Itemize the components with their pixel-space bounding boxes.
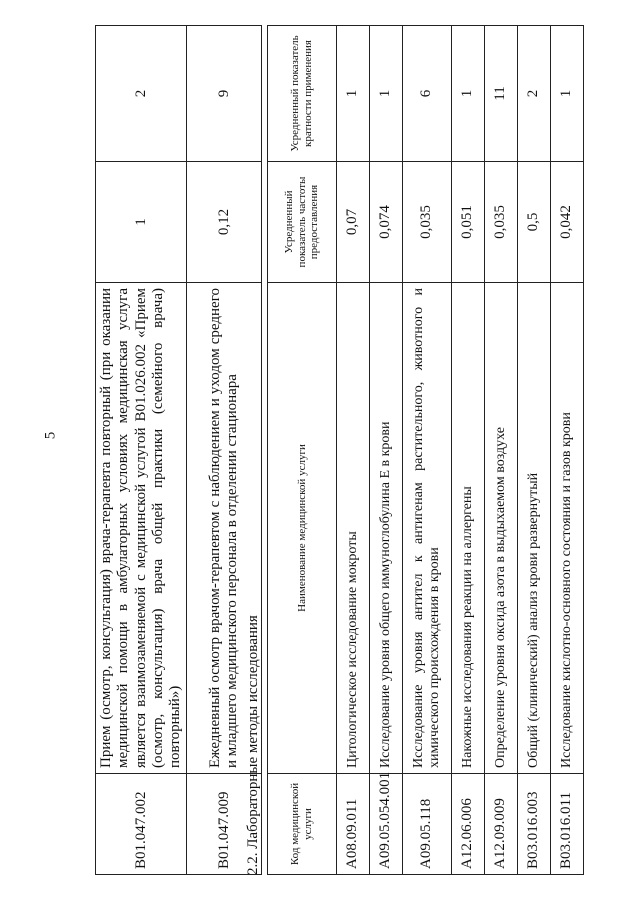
frequency-value: 0,074	[370, 162, 403, 283]
table-row	[518, 26, 551, 875]
service-code: A12.06.006	[452, 774, 485, 875]
multiplicity-value: 2	[96, 26, 187, 162]
service-name: Накожные исследования реакции на аллергены	[452, 283, 485, 774]
table-row	[485, 26, 518, 875]
multiplicity-value: 1	[337, 26, 370, 162]
multiplicity-value: 11	[485, 26, 518, 162]
document-frame	[95, 25, 575, 875]
multiplicity-value: 9	[187, 26, 262, 162]
page-number: 5	[42, 431, 59, 439]
frequency-value: 0,042	[551, 162, 584, 283]
service-name: Определение уровня оксида азота в выдыхаемом воздухе	[485, 283, 518, 774]
table-row	[551, 26, 584, 875]
multiplicity-value: 6	[403, 26, 452, 162]
table-header-row	[268, 26, 337, 875]
frequency-value: 0,07	[337, 162, 370, 283]
service-code: A12.09.009	[485, 774, 518, 875]
service-code: B01.047.002	[96, 774, 187, 875]
frequency-value: 0,035	[403, 162, 452, 283]
frequency-value: 1	[96, 162, 187, 283]
multiplicity-value: 1	[551, 26, 584, 162]
header-frequency: Усредненный показатель частоты предоставления	[268, 162, 337, 283]
services-table-continued	[95, 25, 262, 875]
service-name: Исследование уровня общего иммуноглобулина E в крови	[370, 283, 403, 774]
header-name: Наименование медицинской услуги	[268, 283, 337, 774]
table-row	[403, 26, 452, 875]
service-name: Ежедневный осмотр врачом-терапевтом с наблюдением и уходом среднего и младшего медицинского персонала в отделении стационара	[187, 283, 262, 774]
service-name: Исследование уровня антител к антигенам растительного, животного и химического происхождения в крови	[403, 283, 452, 774]
multiplicity-value: 1	[370, 26, 403, 162]
service-code: B03.016.003	[518, 774, 551, 875]
service-code: B01.047.009	[187, 774, 262, 875]
service-code: A08.09.011	[337, 774, 370, 875]
lab-methods-table	[267, 25, 584, 875]
header-code: Код медицинской услуги	[268, 774, 337, 875]
service-name: Общий (клинический) анализ крови развернутый	[518, 283, 551, 774]
multiplicity-value: 2	[518, 26, 551, 162]
service-code: A09.05.118	[403, 774, 452, 875]
frequency-value: 0,051	[452, 162, 485, 283]
service-name: Исследование кислотно-основного состояния и газов крови	[551, 283, 584, 774]
table-row	[337, 26, 370, 875]
service-name: Цитологическое исследование мокроты	[337, 283, 370, 774]
table-row	[96, 26, 187, 875]
table-row	[370, 26, 403, 875]
rotated-document	[95, 25, 640, 875]
frequency-value: 0,12	[187, 162, 262, 283]
header-multiplicity: Усредненный показатель кратности применения	[268, 26, 337, 162]
table-row	[452, 26, 485, 875]
service-code: B03.016.011	[551, 774, 584, 875]
service-name: Прием (осмотр, консультация) врача-терапевта повторный (при оказании медицинской помощи в амбулаторных условиях медицинская услуга является взаимозаменяемой с медицинской услугой B01.026.002 «Прием (осмотр, консультация) врача общей практики (семейного врача) повторный»)	[96, 283, 187, 774]
frequency-value: 0,5	[518, 162, 551, 283]
multiplicity-value: 1	[452, 26, 485, 162]
section-title: 2.2. Лабораторные методы исследования	[245, 615, 261, 875]
frequency-value: 0,035	[485, 162, 518, 283]
service-code: A09.05.054.001	[370, 774, 403, 875]
